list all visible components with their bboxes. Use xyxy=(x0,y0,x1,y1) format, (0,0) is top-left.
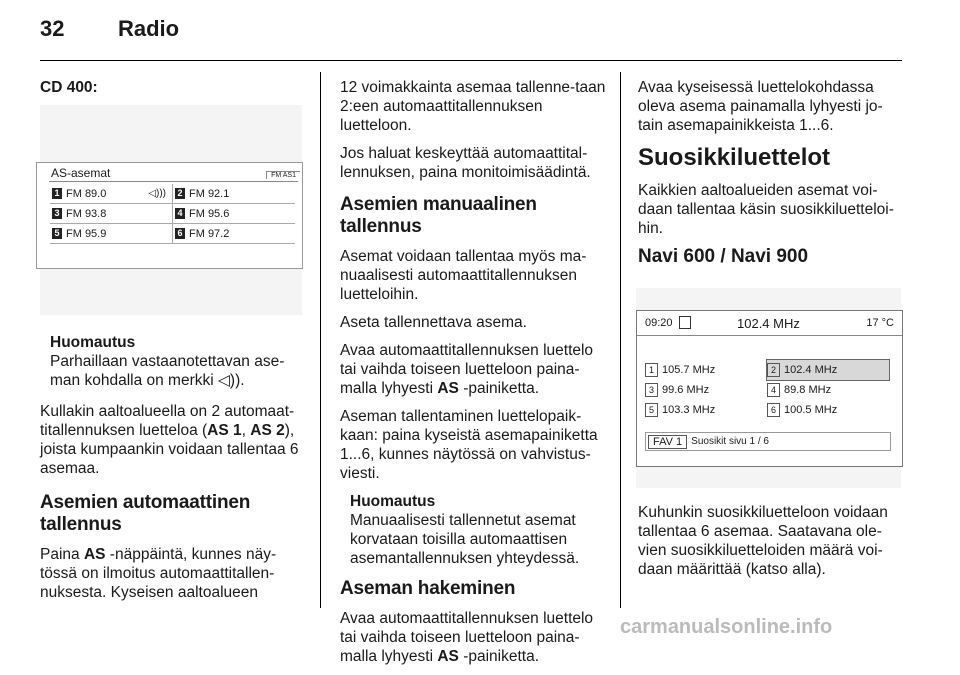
preset-3: 3 FM 93.8 xyxy=(50,204,173,223)
column-3-text xyxy=(638,503,900,588)
navi-screen xyxy=(636,310,903,467)
current-frequency: 102.4 MHz xyxy=(737,316,800,331)
paragraph: Avaa kyseisessä luettelokohdassa oleva asema painamalla lyhyesti jo-tain asemapainikkeista 1...6. xyxy=(638,79,883,134)
paragraph: Aseta tallennettava asema. xyxy=(340,314,527,331)
column-1 xyxy=(40,78,308,106)
section-title: Radio xyxy=(118,16,180,41)
note-1 xyxy=(40,333,310,390)
watermark: carmanualsonline.info xyxy=(620,616,833,638)
preset-2: 2 FM 92.1 xyxy=(173,184,295,203)
page-number: 32 xyxy=(40,16,65,41)
preset-4: 4 FM 95.6 xyxy=(173,204,295,223)
paragraph: 12 voimakkainta asemaa tallenne-taan 2:een automaattitallennuksen luetteloon. xyxy=(340,79,606,134)
note-2 xyxy=(340,492,610,568)
temperature: 17 °C xyxy=(866,317,894,329)
paragraph: Asemat voidaan tallentaa myös ma-nuaalisesti automaattitallennuksen luetteloihin. xyxy=(340,248,587,303)
favourite-grid xyxy=(645,360,889,420)
paragraph: Kuhunkin suosikkiluetteloon voidaan tallentaa 6 asemaa. Saatavana ole-vien suosikkiluetteloiden määrä voi-daan määrittää (katso alla). xyxy=(638,504,888,578)
paragraph: Aseman tallentaminen luettelopaik-kaan: paina kyseistä asemapainiketta 1...6, kunnes näytössä on vahvistus-viesti. xyxy=(340,408,598,482)
heading-favourites: Suosikkiluettelot xyxy=(638,144,831,171)
page-header xyxy=(0,0,960,60)
preset-6: 6 FM 97.2 xyxy=(173,224,295,243)
column-3 xyxy=(638,78,900,275)
heading-auto-store: Asemien automaattinen tallennus xyxy=(40,492,251,535)
clock: 09:20 xyxy=(645,317,673,329)
heading-navi: Navi 600 / Navi 900 xyxy=(638,246,809,267)
radio-icon xyxy=(679,316,691,329)
heading-manual-store: Asemien manuaalinen tallennus xyxy=(340,194,537,237)
note-title: Huomautus xyxy=(50,334,136,351)
heading-search: Aseman hakeminen xyxy=(340,578,516,599)
favourite-2: 2 102.4 MHz xyxy=(767,360,889,380)
screen-tag: FM AS1 xyxy=(266,171,300,179)
paragraph: Kaikkien aaltoalueiden asemat voi-daan tallentaa käsin suosikkiluetteloi-hin. xyxy=(638,182,894,237)
screen-title: AS-asemat xyxy=(51,166,111,180)
preset-1: 1 FM 89.0 ◁))) xyxy=(50,184,173,203)
fav-button: FAV 1 xyxy=(648,435,687,449)
paragraph: Kullakin aaltoalueella on 2 automaat-titallennuksen luetteloa (AS 1, AS 2), joista kumpaankin voidaan tallentaa 6 asemaa. xyxy=(40,403,299,477)
favourite-4: 4 89.8 MHz xyxy=(767,380,889,400)
note-text: Parhaillaan vastaanotettavan ase-man kohdalla on merkki ◁)). xyxy=(50,353,285,389)
cd400-screen xyxy=(36,162,303,269)
column-divider-2 xyxy=(620,72,621,608)
screen-status-bar xyxy=(637,311,902,336)
favourite-bar xyxy=(645,432,891,451)
paragraph: Avaa automaattitallennuksen luettelo tai vaihda toiseen luetteloon paina-malla lyhyesti AS -painiketta. xyxy=(340,610,594,665)
note-title: Huomautus xyxy=(350,493,436,510)
preset-5: 5 FM 95.9 xyxy=(50,224,173,243)
screen-title-line xyxy=(49,181,298,182)
preset-grid xyxy=(50,184,295,244)
favourite-1: 1 105.7 MHz xyxy=(645,360,767,380)
column-1-text xyxy=(40,333,310,611)
fav-page-label: Suosikit sivu 1 / 6 xyxy=(691,436,769,447)
paragraph: Jos haluat keskeyttää automaattital-lennuksen, paina monitoimisäädintä. xyxy=(340,145,591,181)
note-text: Manuaalisesti tallennetut asemat korvataan toisilla automaattisen asemantallennuksen yhteydessä. xyxy=(350,512,580,567)
header-divider xyxy=(40,60,902,61)
favourite-5: 5 103.3 MHz xyxy=(645,400,767,420)
column-2 xyxy=(340,78,610,675)
favourite-3: 3 99.6 MHz xyxy=(645,380,767,400)
column-divider-1 xyxy=(320,72,321,608)
speaker-icon: ◁))) xyxy=(148,188,166,199)
favourite-6: 6 100.5 MHz xyxy=(767,400,889,420)
cd-label: CD 400: xyxy=(40,79,98,96)
paragraph: Avaa automaattitallennuksen luettelo tai vaihda toiseen luetteloon paina-malla lyhyesti AS -painiketta. xyxy=(340,342,594,397)
paragraph: Paina AS -näppäintä, kunnes näy-tössä on ilmoitus automaattitallen-nuksesta. Kyseisen aaltoalueen xyxy=(40,546,277,601)
